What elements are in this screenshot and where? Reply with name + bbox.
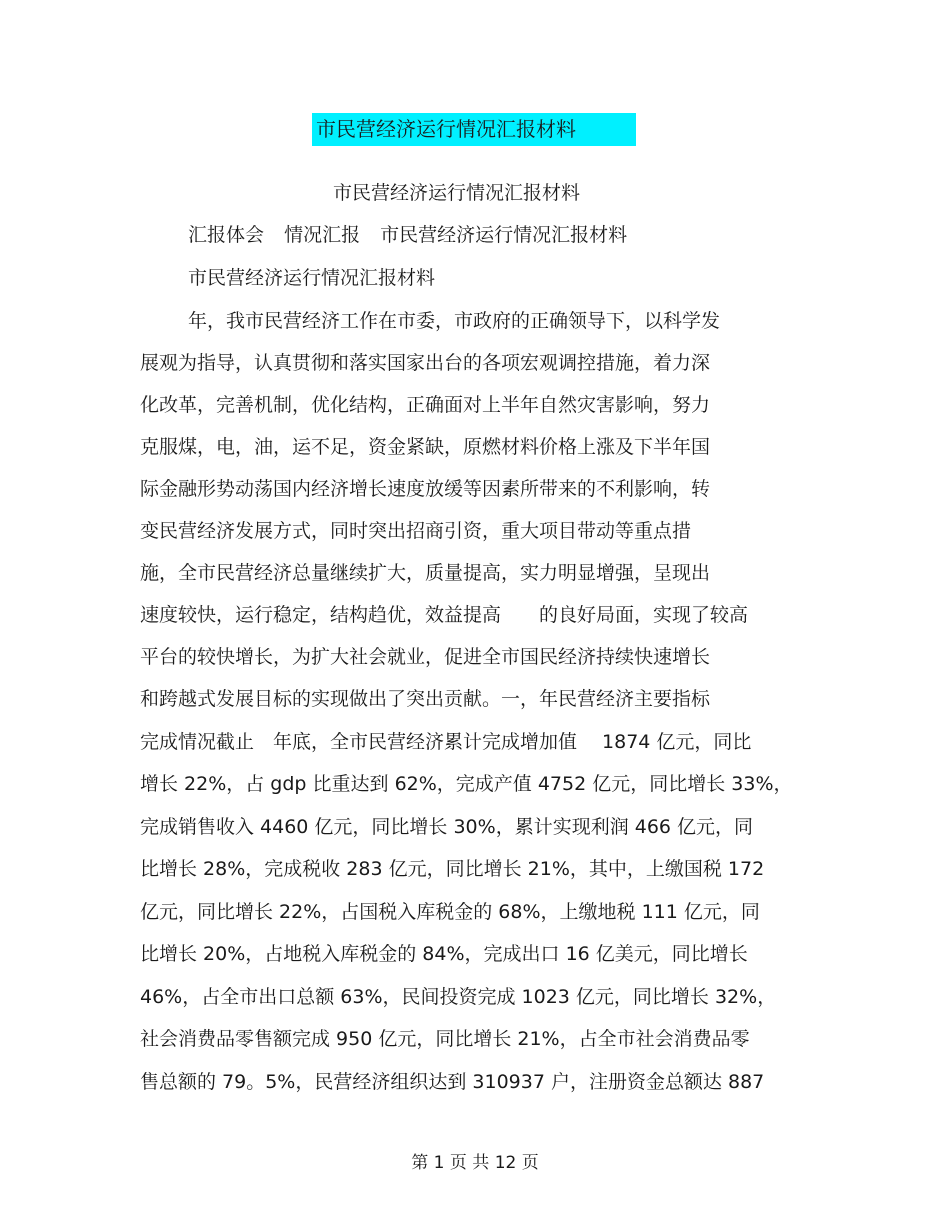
body-line-16: 比增长 20%，占地税入库税金的 84%，完成出口 16 亿美元，同比增长 <box>140 943 748 965</box>
highlighted-title-box <box>312 113 636 146</box>
body-line-18: 社会消费品零售额完成 950 亿元，同比增长 21%，占全市社会消费品零 <box>140 1028 750 1050</box>
body-line-15: 亿元，同比增长 22%，占国税入库税金的 68%，上缴地税 111 亿元，同 <box>140 901 760 923</box>
body-line-2: 展观为指导，认真贯彻和落实国家出台的各项宏观调控措施，着力深 <box>140 352 711 374</box>
body-line-12: 增长 22%，占 gdp 比重达到 62%，完成产值 4752 亿元，同比增长 33%， <box>140 773 793 795</box>
document-meta-line <box>188 223 627 247</box>
meta-tag-3: 市民营经济运行情况汇报材料 <box>380 224 628 246</box>
document-title: 市民营经济运行情况汇报材料 <box>316 117 576 141</box>
body-line-1: 年，我市民营经济工作在市委，市政府的正确领导下，以科学发 <box>188 310 721 332</box>
body-line-7: 施，全市民营经济总量继续扩大，质量提高，实力明显增强，呈现出 <box>140 562 711 584</box>
body-line-10: 和跨越式发展目标的实现做出了突出贡献。一，年民营经济主要指标 <box>140 688 711 710</box>
body-line-11: 完成情况截止 年底，全市民营经济累计完成增加值 1874 亿元，同比 <box>140 731 752 753</box>
body-line-14: 比增长 28%，完成税收 283 亿元，同比增长 21%，其中，上缴国税 172 <box>140 858 765 880</box>
body-line-17: 46%，占全市出口总额 63%，民间投资完成 1023 亿元，同比增长 32%， <box>140 986 777 1008</box>
body-line-8: 速度较快，运行稳定，结构趋优，效益提高 的良好局面，实现了较高 <box>140 604 749 626</box>
body-line-6: 变民营经济发展方式，同时突出招商引资，重大项目带动等重点措 <box>140 520 692 542</box>
meta-tag-1: 汇报体会 <box>188 224 265 246</box>
body-line-4: 克服煤，电，油，运不足，资金紧缺，原燃材料价格上涨及下半年国 <box>140 436 711 458</box>
body-line-19: 售总额的 79。5%，民营经济组织达到 310937 户，注册资金总额达 887 <box>140 1071 765 1093</box>
meta-tag-2: 情况汇报 <box>284 224 361 246</box>
body-line-13: 完成销售收入 4460 亿元，同比增长 30%，累计实现利润 466 亿元，同 <box>140 816 754 838</box>
repeated-title: 市民营经济运行情况汇报材料 <box>188 267 436 289</box>
page-footer: 第 1 页 共 12 页 <box>411 1153 539 1173</box>
body-line-5: 际金融形势动荡国内经济增长速度放缓等因素所带来的不利影响，转 <box>140 478 711 500</box>
body-line-3: 化改革，完善机制，优化结构，正确面对上半年自然灾害影响，努力 <box>140 394 711 416</box>
document-subtitle: 市民营经济运行情况汇报材料 <box>333 182 581 204</box>
body-line-9: 平台的较快增长，为扩大社会就业，促进全市国民经济持续快速增长 <box>140 646 711 668</box>
